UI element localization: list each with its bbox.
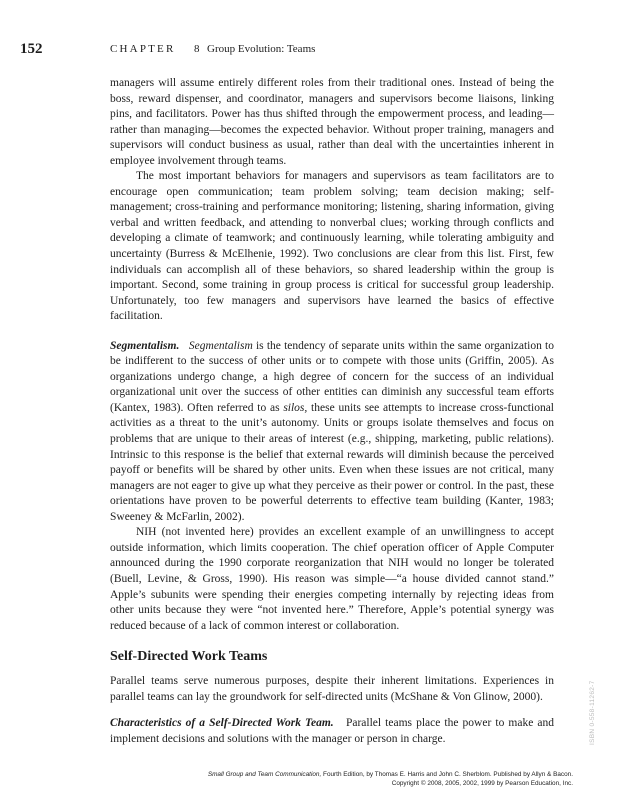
body-text [110,76,554,747]
paragraph: managers will assume entirely different roles from their traditional ones. Instead of being the boss, reward dispenser, and coordinator, managers and supervisors become liaisons, linking pins, and facilitators. Power has thus shifted through the empowerment process, and leading—rather than managing—becomes the expected behavior. Without proper training, managers and supervisors will conduct business as usual, rather than deal with the uncertainties inherent in employee involvement through teams. [110,77,554,167]
book-title: Small Group and Team Communication, [207,771,322,778]
paragraph: NIH (not invented here) provides an excellent example of an unwillingness to accept outside information, which limits cooperation. The chief operation officer of Apple Computer announced during the 1990 corporate reorganization that NIH would no longer be tolerated (Buell, Levine, & Gross, 1990). His reason was simple—“a house divided cannot stand.” Apple’s subunits were spending their energies competing internally by rejecting ideas from other units because they were “not invented here.” Therefore, Apple’s potential synergy was reduced because of a lack of common interest or collaboration. [110,526,554,632]
copyright-footer [208,771,573,788]
isbn-margin-text: ISBN 0-558-11262-7 [589,680,596,745]
paragraph-text: is the tendency of separate units within the same organization to be indifferent to the success of other units or to compete with those units (Griffin, 2005). As organizations undergo change, a high degree of concern for the success of an individual organizational unit over the success of other entities can diminish any successful team efforts (Kantex, 1983). Often referred to as [110,339,555,414]
run-in-heading: Characteristics of a Self-Directed Work Team. [110,717,334,730]
paragraph: Parallel teams serve numerous purposes, despite their inherent limitations. Experiences in parallel teams can lay the groundwork for self-directed units (McShane & Von Glinow, 2000). [110,675,554,703]
page-number: 152 [20,41,43,57]
paragraph-text: Parallel teams place the power to make and implement decisions and solutions with the manager or person in charge. [110,717,554,745]
paragraph: The most important behaviors for managers and supervisors as team facilitators are to encourage open communication; team problem solving; team decision making; self-management; cross-training and performance monitoring; listening, sharing information, giving verbal and written feedback, and attending to nonverbal clues; working through conflicts and developing a climate of teamwork; and continuously learning, while tolerating ambiguity and uncertainty (Burress & McElhenie, 1992). Two conclusions are clear from this list. First, few individuals can accomplish all of these behaviors, so shared leadership within the group is important. Second, some training in group process is critical for successful group leadership. Unfortunately, too few managers and supervisors have learned the basics of effective facilitation. [110,170,554,323]
chapter-number: 8 [194,43,200,55]
term: Segmentalism [188,339,253,352]
chapter-title: Group Evolution: Teams [207,43,316,55]
paragraph-characteristics [110,716,554,747]
footer-publication-info: Fourth Edition, by Thomas E. Harris and John C. Sherblom. Published by Allyn & Bacon. [321,771,573,778]
chapter-label: CHAPTER [110,43,176,55]
paragraph-segmentalism [110,339,554,526]
run-in-heading: Segmentalism. [110,339,180,352]
paragraph-text: these units see attempts to increase cross-functional activities as a threat to the unit’s autonomy. Units or groups isolate themselves and focus on problems that are unique to their areas of interest (e.g., shipping, marketing, public relations). Intrinsic to this response is the belief that external rewards will diminish because the perceived payoff or benefits will be shared by other units. Even when these issues are not critical, many managers are not eager to give up what they perceive as their power or control. In the past, these orientations have proven to be powerful deterrents to effective team building (Kanter, 1983; Sweeney & McFarlin, 2002). [110,401,554,523]
section-heading: Self-Directed Work Teams [110,649,268,665]
term: silos, [283,401,308,414]
footer-line-2: Copyright © 2008, 2005, 2002, 1999 by Pearson Education, Inc. [391,779,573,787]
footer-line-1 [208,771,573,780]
